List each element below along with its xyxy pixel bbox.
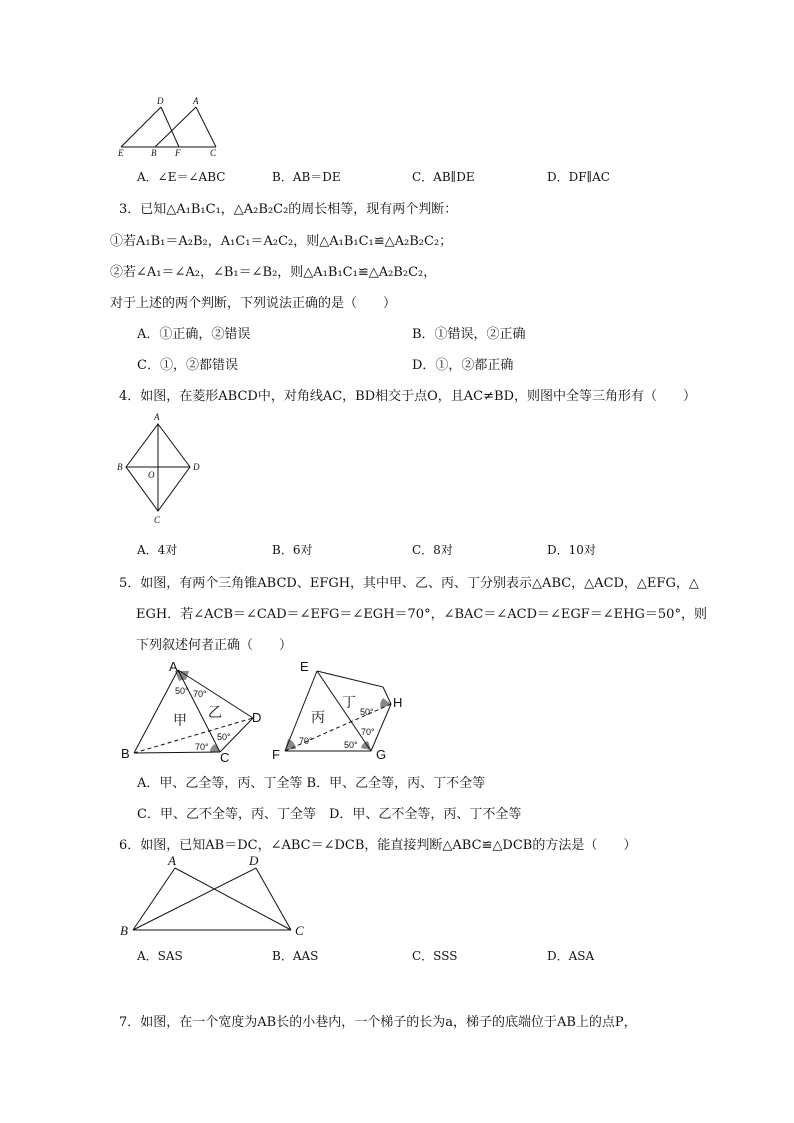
q5-figure (115, 655, 415, 765)
q4-option-a[interactable]: A．4对 (137, 543, 178, 557)
q2-option-a[interactable]: A．∠E＝∠ABC (137, 170, 226, 184)
q7-stem: 7．如图，在一个宽度为AB长的小巷内，一个梯子的长为a，梯子的底端位于AB上的点P， (119, 1015, 637, 1030)
q5-region-jia: 甲 (173, 713, 187, 729)
q5-region-ding: 丁 (342, 695, 356, 711)
q4-rhombus-figure (115, 412, 210, 530)
q4-option-c[interactable]: C．8对 (412, 543, 453, 557)
q4-label-a: A (154, 412, 160, 422)
q5-stem-line-1: 5．如图，有两个三角锥ABCD、EFGH，其中甲、乙、丙、丁分别表示△ABC，△ACD，△EFG，△ (119, 576, 699, 591)
q2-option-d[interactable]: D．DF∥AC (547, 170, 610, 184)
q4-option-b[interactable]: B．6对 (272, 543, 313, 557)
q6-label-a: A (168, 853, 176, 868)
q3-question: 对于上述的两个判断，下列说法正确的是（ ） (110, 296, 397, 311)
q5-label-h: H (393, 695, 403, 710)
q6-label-b: B (120, 923, 128, 938)
q5-tetra-abcd (134, 670, 253, 753)
q6-stem: 6．如图，已知AB＝DC，∠ABC＝∠DCB，能直接判断△ABC≌△DCB的方法是（ ） (119, 838, 637, 853)
q5-label-d: D (252, 710, 262, 725)
q5-region-yi: 乙 (208, 705, 222, 721)
q5-label-f: F (272, 747, 280, 762)
q6-figure (115, 852, 315, 942)
q2-label-e: E (118, 148, 124, 158)
q5-angle-efg: 70° (299, 736, 313, 746)
q2-label-b: B (151, 148, 157, 158)
q5-angle-acd: 50° (217, 732, 231, 742)
q5-stem-line-2: EGH．若∠ACB＝∠CAD＝∠EFG＝∠EGH＝70°，∠BAC＝∠ACD＝∠EGF＝∠EHG＝50°，则 (136, 607, 707, 622)
q5-label-b: B (121, 746, 130, 761)
q3-judgement-1: ①若A₁B₁＝A₂B₂，A₁C₁＝A₂C₂，则△A₁B₁C₁≌△A₂B₂C₂； (110, 234, 453, 249)
q4-label-d: D (193, 462, 200, 472)
q2-figure (112, 92, 222, 158)
q5-stem-line-3: 下列叙述何者正确（ ） (136, 638, 293, 653)
q5-angle-ehg: 50° (360, 707, 374, 717)
q3-judgement-2: ②若∠A₁＝∠A₂，∠B₁＝∠B₂，则△A₁B₁C₁≌△A₂B₂C₂， (110, 265, 437, 280)
q3-option-c[interactable]: C．①，②都错误 (137, 358, 238, 373)
q5-region-bing: 丙 (311, 710, 325, 726)
q5-label-c: C (220, 750, 230, 765)
q5-label-e: E (300, 659, 309, 674)
q5-label-a: A (169, 659, 178, 674)
q3-option-b[interactable]: B．①错误，②正确 (412, 327, 526, 342)
q5-options-row-2[interactable]: C．甲、乙不全等，丙、丁全等 D．甲、乙不全等，丙、丁不全等 (137, 807, 522, 822)
q5-angle-bac: 50° (175, 686, 189, 696)
q3-option-d[interactable]: D．①，②都正确 (412, 358, 514, 373)
q3-option-a[interactable]: A．①正确，②错误 (137, 327, 251, 342)
q6-label-c: C (295, 923, 304, 938)
q5-angle-egh: 70° (361, 727, 375, 737)
q2-option-c[interactable]: C．AB∥DE (412, 170, 475, 184)
q2-label-c: C (210, 148, 217, 158)
q5-angle-cad: 70° (193, 689, 207, 699)
q2-label-a: A (193, 96, 199, 106)
q4-option-d[interactable]: D．10对 (547, 543, 596, 557)
q6-option-a[interactable]: A．SAS (137, 949, 183, 963)
q2-label-d: D (157, 96, 164, 106)
q3-stem: 3．已知△A₁B₁C₁，△A₂B₂C₂的周长相等，现有两个判断： (119, 202, 458, 217)
q2-option-b[interactable]: B．AB＝DE (272, 170, 341, 184)
q6-option-d[interactable]: D．ASA (547, 949, 595, 963)
q6-label-d: D (249, 853, 259, 868)
q4-label-b: B (117, 462, 123, 472)
q5-label-g: G (376, 747, 387, 762)
q5-angle-acb: 70° (195, 742, 209, 752)
q4-label-o: O (148, 470, 155, 480)
q2-label-f: F (175, 148, 181, 158)
q5-angle-egf: 50° (344, 740, 358, 750)
q6-option-b[interactable]: B．AAS (272, 949, 319, 963)
q4-label-c: C (154, 515, 161, 525)
q6-option-c[interactable]: C．SSS (412, 949, 458, 963)
q4-stem: 4．如图，在菱形ABCD中，对角线AC，BD相交于点O，且AC≠BD，则图中全等三角形有（ ） (119, 389, 696, 404)
q5-options-row-1[interactable]: A．甲、乙全等，丙、丁全等 B．甲、乙全等，丙、丁不全等 (137, 776, 486, 791)
